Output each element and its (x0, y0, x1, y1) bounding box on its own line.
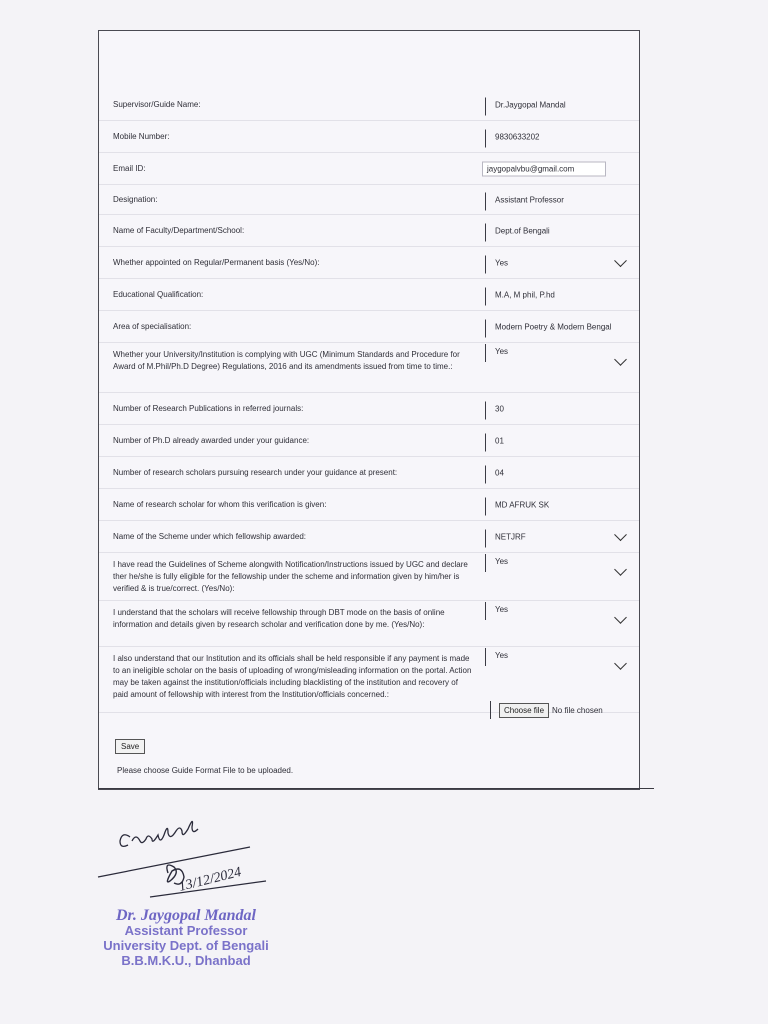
stamp-univ: B.B.M.K.U., Dhanbad (121, 953, 251, 968)
specialisation-value[interactable] (485, 322, 631, 331)
chevron-down-icon[interactable] (614, 657, 627, 670)
scholar-name-value[interactable] (485, 500, 631, 509)
chevron-down-icon[interactable] (614, 563, 627, 576)
row-ugc-compliance (99, 343, 639, 393)
regular-basis-text: Yes (495, 258, 509, 267)
divider (98, 788, 654, 789)
stamp-name: Dr. Jaygopal Mandal (115, 907, 256, 924)
row-specialisation (99, 311, 639, 343)
phd-awarded-label: Number of Ph.D already awarded under your guidance: (113, 435, 310, 445)
file-upload (499, 703, 603, 718)
scheme-label: Name of the Scheme under which fellowship awarded: (113, 531, 306, 541)
supervisor-name-label: Supervisor/Guide Name: (113, 99, 201, 109)
read-guidelines-select[interactable] (485, 557, 631, 566)
ugc-compliance-text: Yes (495, 347, 509, 356)
department-value[interactable] (485, 226, 631, 235)
save-button[interactable]: Save (115, 739, 145, 754)
verification-form (98, 30, 640, 790)
row-regular-basis (99, 247, 639, 279)
department-text: Dept.of Bengali (495, 226, 550, 235)
scholars-pursuing-value[interactable] (485, 468, 631, 477)
specialisation-label: Area of specialisation: (113, 321, 192, 331)
email-label: Email ID: (113, 163, 146, 173)
specialisation-text: Modern Poetry & Modern Bengal (495, 322, 612, 331)
chevron-down-icon[interactable] (614, 528, 627, 541)
mobile-number-value[interactable] (485, 132, 631, 141)
supervisor-name-value[interactable] (485, 100, 631, 109)
row-qualification (99, 279, 639, 311)
dbt-mode-text: Yes (495, 605, 509, 614)
row-mobile-number (99, 121, 639, 153)
stamp-title: Assistant Professor (124, 923, 248, 938)
choose-file-button[interactable]: Choose file (499, 703, 549, 718)
qualification-label: Educational Qualification: (113, 289, 204, 299)
upload-note: Please choose Guide Format File to be uploaded. (117, 766, 294, 775)
row-supervisor-name (99, 89, 639, 121)
row-department (99, 215, 639, 247)
row-dbt-mode (99, 601, 639, 647)
row-publications (99, 393, 639, 425)
phd-awarded-value[interactable] (485, 436, 631, 445)
mobile-number-label: Mobile Number: (113, 131, 170, 141)
scholars-pursuing-label: Number of research scholars pursuing research under your guidance at present: (113, 467, 398, 477)
file-status: No file chosen (552, 706, 603, 715)
publications-text: 30 (495, 404, 504, 413)
row-scholar-name (99, 489, 639, 521)
qualification-value[interactable] (485, 290, 631, 299)
scholar-name-label: Name of research scholar for whom this verification is given: (113, 499, 327, 509)
stamp-dept: University Dept. of Bengali (103, 938, 269, 953)
ugc-compliance-label: Whether your University/Institution is complying with UGC (Minimum Standards and Procedure for Award of M.Phil/Ph.D Degree) Regulations, 2016 and its amendments issued from time to time.: (113, 350, 460, 371)
row-phd-awarded (99, 425, 639, 457)
regular-basis-label: Whether appointed on Regular/Permanent basis (Yes/No): (113, 257, 320, 267)
row-designation (99, 185, 639, 215)
chevron-down-icon[interactable] (614, 254, 627, 267)
row-scheme (99, 521, 639, 553)
read-guidelines-text: Yes (495, 557, 509, 566)
official-stamp (96, 908, 276, 968)
department-label: Name of Faculty/Department/School: (113, 225, 245, 235)
scholars-pursuing-text: 04 (495, 468, 504, 477)
designation-label: Designation: (113, 194, 158, 204)
chevron-down-icon[interactable] (614, 353, 627, 366)
phd-awarded-text: 01 (495, 436, 504, 445)
ugc-compliance-select[interactable] (485, 347, 631, 356)
signature-date: 13/12/2024 (177, 864, 243, 895)
email-field[interactable]: jaygopalvbu@gmail.com (482, 161, 606, 176)
form-rows (99, 89, 639, 713)
row-scholars-pursuing (99, 457, 639, 489)
dbt-mode-select[interactable] (485, 605, 631, 614)
row-read-guidelines (99, 553, 639, 601)
responsibility-select[interactable] (485, 651, 631, 660)
responsibility-text: Yes (495, 651, 509, 660)
supervisor-name-text: Dr.Jaygopal Mandal (495, 100, 566, 109)
row-email (99, 153, 639, 185)
publications-label: Number of Research Publications in referred journals: (113, 403, 304, 413)
mobile-number-text: 9830633202 (495, 132, 540, 141)
designation-text: Assistant Professor (495, 195, 564, 204)
read-guidelines-label: I have read the Guidelines of Scheme alongwith Notification/Instructions issued by UGC and declare ther he/she is fully eligible for the fellowship under the scheme and information given by him/her is verified & is true/correct. (Yes/No): (113, 560, 468, 593)
qualification-text: M.A, M phil, P.hd (495, 290, 555, 299)
dbt-mode-label: I understand that the scholars will receive fellowship through DBT mode on the basis of online information and details given by research scholar and verification done by me. (Yes/No): (113, 608, 445, 629)
responsibility-label: I also understand that our Institution and its officials shall be held responsible if any payment is made to an ineligible scholar on the basis of uploading of wrong/misleading information on the portal. Action may be taken against the institution/officials including blacklisting of the institution and recovery of paid amount of fellowship with interest from the Institution/officials concerned.: (113, 654, 472, 699)
regular-basis-select[interactable] (485, 258, 631, 267)
scholar-name-text: MD AFRUK SK (495, 500, 550, 509)
scheme-select[interactable] (485, 532, 631, 541)
scheme-text: NETJRF (495, 532, 526, 541)
chevron-down-icon[interactable] (614, 611, 627, 624)
publications-value[interactable] (485, 404, 631, 413)
designation-value[interactable] (485, 195, 631, 204)
